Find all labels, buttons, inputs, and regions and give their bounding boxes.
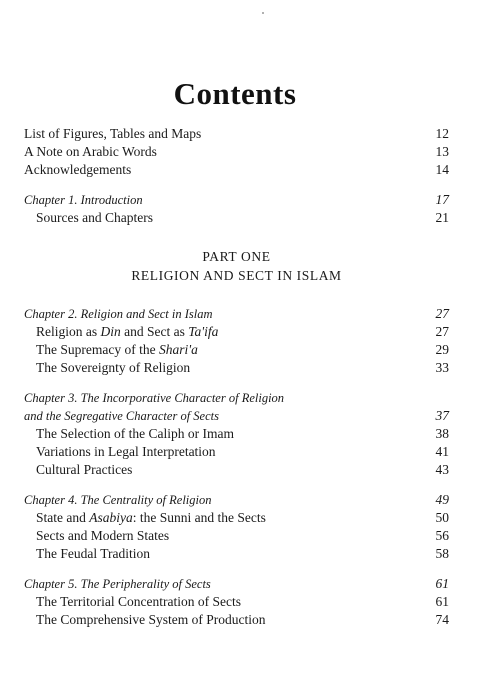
toc-section[interactable] [24,593,449,611]
section-label: The Selection of the Caliph or Imam [36,426,234,441]
section-term: Shari'a [158,342,198,357]
chapter-title: Chapter 4. The Centrality of Religion [24,493,212,507]
chapter-page: 27 [435,306,449,321]
entry-page: 14 [435,162,449,177]
chapter-page: 17 [435,192,449,207]
toc-chapter-1[interactable] [24,191,449,209]
paper-speck [262,12,264,14]
chapter-page: 61 [435,576,449,591]
toc-section[interactable] [24,359,449,377]
section-label [24,509,266,527]
section-page: 43 [435,462,449,477]
section-text: and Sect as [120,324,189,339]
chapter-title: Chapter 5. The Peripherality of Sects [24,577,211,591]
toc-chapter-5[interactable] [24,575,449,593]
chapter-title: Chapter 2. Religion and Sect in Islam [24,307,213,321]
section-text: The Supremacy of the [36,342,159,357]
toc-section[interactable] [24,611,449,629]
section-text: State and [36,510,90,525]
section-label: The Territorial Concentration of Sects [36,594,241,609]
toc-chapter-3[interactable] [24,407,449,425]
entry-label: List of Figures, Tables and Maps [24,126,202,141]
section-page: 27 [435,324,449,339]
section-label: Sources and Chapters [36,210,153,225]
section-term: Din [100,324,121,339]
toc-entry-acknowledgements[interactable] [24,161,449,179]
toc-section[interactable] [24,443,449,461]
section-page: 38 [435,426,449,441]
toc-section[interactable] [24,341,449,359]
chapter-title-line[interactable]: Chapter 3. The Incorporative Character of Religion [24,391,285,405]
toc-entry-figures[interactable] [24,125,449,143]
toc-chapter-2[interactable] [24,305,449,323]
contents-title: Contents [173,76,297,111]
section-label: The Comprehensive System of Production [36,612,266,627]
section-page: 33 [435,360,449,375]
part-label: PART ONE [202,249,271,264]
section-page: 58 [435,546,449,561]
toc-section[interactable] [24,545,449,563]
section-page: 29 [435,342,449,357]
toc-section[interactable] [24,461,449,479]
chapter-page: 49 [435,492,449,507]
entry-page: 12 [435,126,449,141]
part-title: RELIGION AND SECT IN ISLAM [131,268,342,283]
toc-section[interactable] [24,323,449,341]
entry-label: Acknowledgements [24,162,132,177]
section-text: : the Sunni and the Sects [132,510,266,525]
toc-chapter-4[interactable] [24,491,449,509]
section-label: Sects and Modern States [36,528,170,543]
toc-entry-arabic-note[interactable] [24,143,449,161]
toc-section[interactable] [24,527,449,545]
table-of-contents [24,125,449,629]
section-label: The Sovereignty of Religion [36,360,191,375]
section-page: 56 [435,528,449,543]
toc-section[interactable] [24,509,449,527]
section-page: 61 [435,594,449,609]
section-label: Variations in Legal Interpretation [36,444,216,459]
chapter-title: Chapter 1. Introduction [24,193,143,207]
section-label [24,341,198,359]
section-page: 21 [435,210,449,225]
chapter-title: and the Segregative Character of Sects [24,409,219,423]
chapter-page: 37 [435,408,449,423]
section-page: 74 [435,612,449,627]
section-label: The Feudal Tradition [36,546,150,561]
section-term: Asabiya [89,510,133,525]
section-label: Cultural Practices [36,462,133,477]
section-page: 41 [435,444,449,459]
section-text: Religion as [36,324,101,339]
section-label [24,323,218,341]
section-page: 50 [435,510,449,525]
toc-section[interactable] [24,209,449,227]
section-term: Ta'ifa [188,324,219,339]
entry-label: A Note on Arabic Words [24,144,157,159]
entry-page: 13 [435,144,449,159]
toc-section[interactable] [24,425,449,443]
